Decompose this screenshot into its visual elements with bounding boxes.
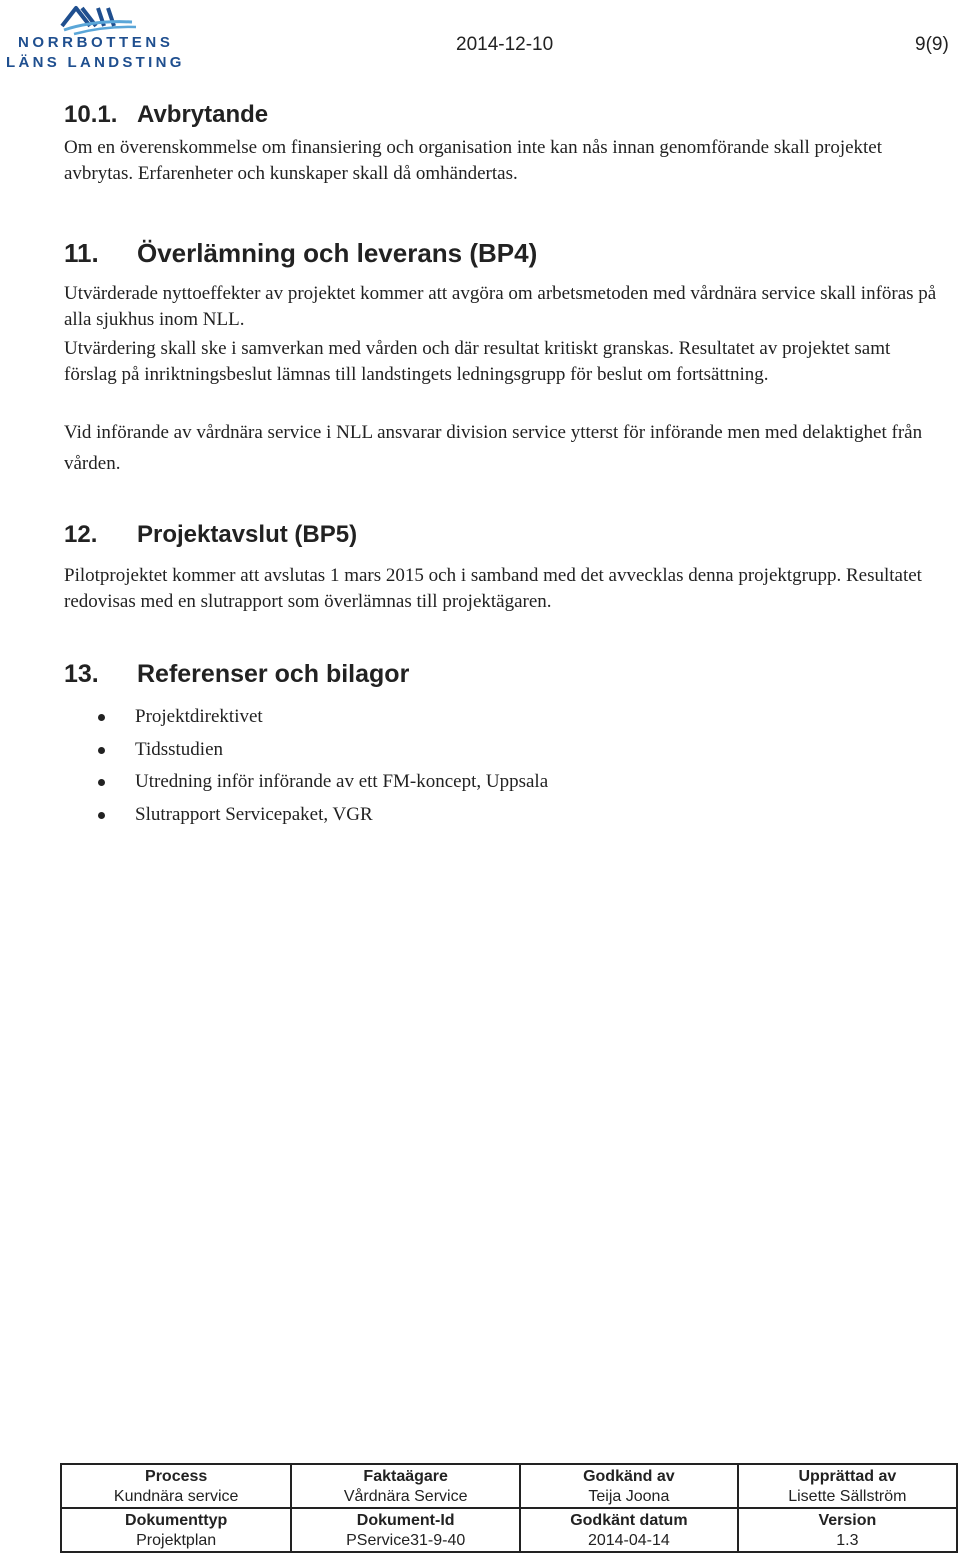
section-number: 13. (64, 660, 99, 688)
section-title: Överlämning och leverans (BP4) (137, 238, 538, 268)
cell-value: PService31-9-40 (346, 1532, 466, 1549)
table-row (61, 1464, 957, 1508)
table-cell (738, 1464, 957, 1508)
paragraph: Pilotprojektet kommer att avslutas 1 mars 2015 och i samband med det avvecklas denna projektgrupp. Resultatet redovisas med en slutrapport som överlämnas till projektägaren. (64, 565, 922, 612)
bullet-icon (98, 812, 105, 819)
bullet-icon (98, 747, 105, 754)
cell-value: Teija Joona (588, 1488, 670, 1505)
table-cell (61, 1508, 291, 1552)
bullet-icon (98, 714, 105, 721)
table-row (61, 1508, 957, 1552)
logo-line-2: LÄNS LANDSTING (6, 54, 185, 71)
section-number: 10.1. (64, 101, 118, 128)
cell-value: 1.3 (836, 1532, 859, 1549)
list-item-text: Tidsstudien (135, 738, 223, 760)
cell-label: Faktaägare (363, 1468, 448, 1485)
list-item (96, 734, 548, 767)
paragraph: Om en överenskommelse om finansiering och organisation inte kan nås innan genomförande skall projektet avbrytas. Erfarenheter och kunskaper skall då omhändertas. (64, 137, 883, 184)
table-cell (291, 1464, 520, 1508)
cell-label: Upprättad av (798, 1468, 897, 1485)
section-title: Projektavslut (BP5) (137, 521, 358, 548)
list-item (96, 701, 548, 734)
section-number: 12. (64, 521, 98, 548)
page-number: 9(9) (915, 34, 949, 55)
cell-label: Dokument-Id (356, 1512, 455, 1529)
section-title: Avbrytande (137, 101, 269, 128)
section-heading-10-1 (64, 101, 268, 129)
paragraph: Vid införande av vårdnära service i NLL ansvarar division service ytterst för införande men med delaktighet från vården. (64, 422, 923, 474)
nll-logo (4, 2, 194, 74)
cell-label: Version (818, 1512, 877, 1529)
cell-label: Process (145, 1468, 208, 1485)
list-item-text: Slutrapport Servicepaket, VGR (135, 803, 373, 825)
nll-emblem-icon (4, 2, 194, 36)
table-cell (291, 1508, 520, 1552)
cell-label: Godkänd av (583, 1468, 675, 1485)
cell-value: Kundnära service (113, 1488, 239, 1505)
table-cell (520, 1464, 738, 1508)
list-item (96, 799, 548, 832)
cell-value: Projektplan (136, 1532, 217, 1549)
section-heading-13 (64, 660, 409, 689)
header-date: 2014-12-10 (456, 34, 554, 55)
table-cell (61, 1464, 291, 1508)
cell-value: Lisette Sällström (788, 1488, 907, 1505)
cell-label: Godkänt datum (570, 1512, 688, 1529)
list-item-text: Utredning inför införande av ett FM-koncept, Uppsala (135, 771, 549, 792)
table-cell (520, 1508, 738, 1552)
logo-line-1: NORRBOTTENS (18, 34, 174, 51)
cell-value: Vårdnära Service (343, 1488, 468, 1505)
section-title: Referenser och bilagor (137, 660, 410, 688)
reference-list (96, 701, 548, 831)
cell-value: 2014-04-14 (587, 1532, 670, 1549)
bullet-icon (98, 779, 105, 786)
paragraph: Utvärdering skall ske i samverkan med vården och där resultat kritiskt granskas. Resultatet av projektet samt förslag på inriktningsbeslut lämnas till landstingets ledningsgrupp för beslut om fortsättning. (64, 338, 891, 385)
document-footer-table (60, 1463, 958, 1553)
paragraph: Utvärderade nyttoeffekter av projektet kommer att avgöra om arbetsmetoden med vårdnära service skall införas på alla sjukhus inom NLL. (64, 283, 937, 330)
section-heading-12 (64, 521, 357, 549)
section-number: 11. (64, 238, 99, 268)
table-cell (738, 1508, 957, 1552)
list-item-text: Projektdirektivet (135, 706, 263, 727)
cell-label: Dokumenttyp (125, 1512, 228, 1529)
section-heading-11 (64, 238, 537, 269)
list-item (96, 766, 548, 799)
